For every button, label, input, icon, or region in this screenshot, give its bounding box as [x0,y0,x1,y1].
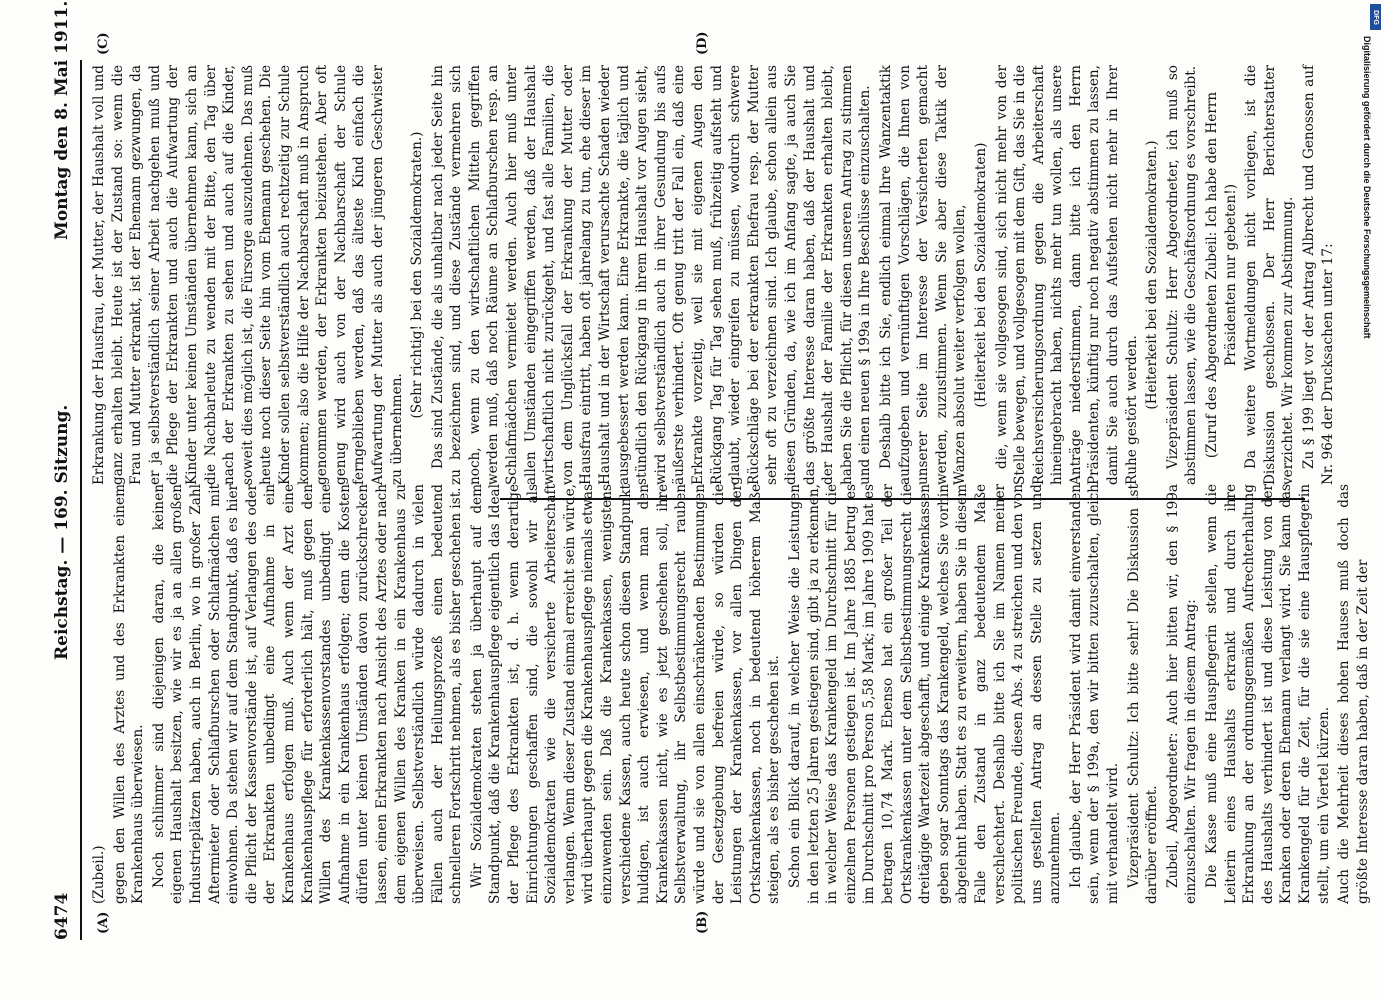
digitization-note: Digitalisierung gefördert durch die Deutsche Forschungsgemeinschaft [1362,36,1372,339]
paragraph: Ich glaube, der Herr Präsident wird damit einverstanden sein, wenn der § 199a, den wir bitten zuzuschalten, gleich mit verhandelt wird. [1067,484,1122,904]
margin-mark-c: (C) [96,32,111,55]
paragraph: (Zuruf des Abgeordneten Zubeil: Ich habe den Herrn Präsidenten nur gebeten!) [1204,91,1239,459]
paragraph: Deshalb bitte ich Sie, endlich einmal Ihre Wanzentaktik aufzugeben und vernünftigen Vorschlägen, die Ihnen von unserer Seite im Interesse der Versicherten gemacht werden, zuzustimmen. Wenn Sie aber diese Taktik der Wanzen absolut weiter verfolgen wollen, [877,65,969,485]
paragraph: Zubeil, Abgeordneter: Auch hier bitten wir, den § 199a einzuschalten. Wir fragen in diesem Antrag: [1164,484,1200,904]
header-title: Reichstag. — 169. Sitzung. [52,404,72,660]
dfg-logo: DFG [1370,4,1381,30]
margin-mark-d: (D) [695,31,710,55]
paragraph: Zu § 199 liegt vor der Antrag Albrecht und Genossen auf Nr. 964 der Drucksachen unter 17: [1301,65,1336,485]
paragraph: Wir Sozialdemokraten stehen ja überhaupt auf dem Standpunkt, daß die Krankenhauspflege eigentlich das Ideal der Pflege des Erkrankten ist, d. h. wenn derartige Einrichtungen geschaffen sind, die sowohl wir als Sozialdemokraten wie die versicherte Arbeiterschaft verlangen. Wenn dieser Zustand einmal erreicht sein würde, wird überhaupt gegen die Krankenhauspflege niemals etwas einzuwenden sein. Daß die Krankenkassen, wenigstens verschiedene Kassen, auch heute schon diesen Standpunkt huldigen, ist auch erwiesen, und wenn man den Krankenkassen nicht, wie es jetzt geschehen soll, ihre Selbstverwaltung, ihr Selbstbestimmungsrecht rauben würde und sie von allen einschränkenden Bestimmungen der Gesetzgebung befreien würde, so würden die Leistungen der Krankenkassen, vor allen Dingen der Ortskrankenkassen, noch in bedeutend höherem Maße steigen, als es bisher geschehen ist. [468,484,783,904]
paragraph: (Heiterkeit bei den Sozialdemokraten) [972,142,989,408]
header-rule [80,60,82,940]
paragraph: (Heiterkeit bei den Sozialdemokraten.) [1144,140,1161,410]
paragraph: (Zubeil.) [91,845,107,904]
paragraph: Vizepräsident Schultz: Ich bitte sehr! Die Diskussion ist darüber eröffnet. [1125,484,1161,904]
right-column [90,65,1336,485]
paragraph: Vizepräsident Schultz: Herr Abgeordneter, ich muß so abstimmen lassen, wie die Geschäftsordnung es vorschreibt. [1164,65,1200,485]
margin-mark-a: (A) [96,911,111,934]
paragraph: Auch die Mehrheit dieses hohen Hauses muß doch das größte Interesse daran haben, daß in der Zeit der [1336,484,1371,904]
column-divider [500,498,1305,500]
paragraph: gegen den Willen des Arztes und des Erkrankten einem Krankenhaus überwiesen. [111,484,147,904]
paragraph: Schon ein Blick darauf, in welcher Weise die Leistungen in den letzten 25 Jahren gestiegen sind, gibt ja zu erkennen, in welcher Weise das Krankengeld im Durchschnitt für die einzelnen Personen gestiegen ist. Im Jahre 1885 betrug es im Durchschnitt pro Person 5,58 Mark; im Jahre 1909 hat es betragen 10,74 Mark. Ebenso hat ein großer Teil der Ortskrankenkassen unter dem Selbstbestimmungsrecht die dreitägige Wartezeit abgeschafft, und einige Krankenkassen geben sogar Sonntags das Krankengeld, welches Sie vorhin abgelehnt haben. Statt es zu erweitern, haben Sie in diesem Falle den Zustand in ganz bedeutendem Maße verschlechtert. Deshalb bitte ich Sie im Namen meiner politischen Freunde, diesen Abs. 4 zu streichen und den von uns gestellten Antrag an dessen Stelle zu setzen und anzunehmen. [786,484,1064,904]
paragraph: die, wenn sie vollgesogen sind, sich nicht mehr von der Stelle bewegen, und vollgesogen mit dem Gift, das Sie in die Reichsversicherungsordnung gegen die Arbeiterschaft hineingebracht haben, nichts mehr tun wollen, als unsere Anträge niederstimmen, dann bitte ich den Herrn Präsidenten, künftig nur noch negativ abstimmen zu lassen, damit Sie auch durch das Aufstehen nicht mehr in Ihrer Ruhe gestört werden. [993,65,1140,485]
header-date: Montag den 8. Mai 1911. [52,0,72,240]
page-number: 6474 [52,892,72,940]
paragraph: Noch schlimmer sind diejenigen daran, die keinen eigenen Haushalt besitzen, wie wir es ja an allen großen Industrieplätzen haben, auch in Berlin, wo in großer Zahl Aftermieter oder Schlafburschen oder Schlafmädchen mit einwohnen. Da stehen wir auf dem Standpunkt, daß es hier die Pflicht der Kassenvorstände ist, auf Verlangen des oder der Erkrankten unbedingt eine Aufnahme in ein Krankenhaus erfolgen muß. Auch wenn der Arzt eine Krankenhauspflege für erforderlich hält, muß gegen den Willen des Krankenkassenvorstandes unbedingt eine Aufnahme in ein Krankenhaus erfolgen; denn die Kosten dürfen unter keinen Umständen davon zurückschrecken lassen, einen Erkrankten nach Ansicht des Arztes oder nach dem eigenen Willen des Kranken in ein Krankenhaus zu überweisen. Selbstverständlich würde dadurch in vielen Fällen auch der Heilungsprozeß einen bedeutend schnelleren Fortschritt nehmen, als es bisher geschehen ist. [150,484,465,904]
margin-mark-b: (B) [695,910,710,934]
left-column [90,484,1371,904]
paragraph: Erkrankung der Hausfrau, der Mutter, der Haushalt voll und ganz erhalten bleibt. Heute ist der Zustand so: wenn die Frau und Mutter erkrankt, ist der Ehemann gezwungen, da er ja selbstverständlich seiner Arbeit nachgehen muß und die Pflege der Erkrankten und auch die Aufwartung der Kinder unter keinen Umständen übernehmen kann, sich an die Nachbarleute zu wenden mit der Bitte, den Tag über nach der Erkrankten zu sehen und auch auf die Kinder, soweit dies möglich ist, die Fürsorge auszudehnen. Das muß heute noch dieser Seite hin vom Ehemann geschehen. Die Kinder sollen selbstverständlich auch rechtzeitig zur Schule kommen; also die Hilfe der Nachbarschaft muß in Anspruch genommen werden, der Erkrankten beizustehen. Aber oft genug wird auch von der Nachbarschaft der Schule ferngeblieben werden, daß das älteste Kind einfach die Aufwartung der Mutter als auch der jüngeren Geschwister zu übernehmen. [91,65,405,485]
paragraph: Das sind Zustände, die als unhaltbar nach jeder Seite hin zu bezeichnen sind, und diese Zustände vermehren sich noch, wenn zu den wirtschaftlichen Mitteln gegriffen werden muß, daß noch Räume an Schlafburschen resp. an Schlafmädchen vermietet werden. Auch hier muß unter allen Umständen eingegriffen werden, daß der Haushalt wirtschaftlich nicht zurückgeht, und fast alle Familien, die von dem Unglücksfall der Erkrankung der Mutter oder Hausfrau eintritt, haben oft jahrelang zu tun, ehe dieser im Haushalt und in der Wirtschaft verursachte Schaden wieder ausgebessert werden kann. Eine Erkrankte, die täglich und stündlich den Rückgang in ihrem Haushalt vor Augen sieht, wird selbstverständlich auch in ihrer Gesundung bis aufs äußerste verhindert. Oft genug tritt der Fall ein, daß eine Erkrankte vorzeitig, weil sie mit eigenen Augen den Rückgang Tag für Tag sehen muß, frühzeitig aufsteht und glaubt, wieder eingreifen zu müssen, wodurch schwere Rückschläge bei der erkrankten Ehefrau resp. der Mutter sehr oft zu verzeichnen sind. Ich glaube, schon allein aus diesen Gründen, da, wie ich im Anfang sagte, ja auch Sie das größte Interesse daran haben, daß der Haushalt und der Haushalt der Familie der Erkrankten erhalten bleibt, haben Sie die Pflicht, für diesen unseren Antrag zu stimmen und einen neuen § 199a in Ihre Beschlüsse einzuschalten. [429,65,874,485]
paragraph: (Sehr richtig! bei den Sozialdemokraten.) [409,131,426,419]
page-header [52,0,78,940]
paragraph: Da weitere Wortmeldungen nicht vorliegen, ist die Diskussion geschlossen. Der Herr Berichterstatter verzichtet. Wir kommen zur Abstimmung. [1243,65,1297,485]
paragraph: Die Kasse muß eine Hauspflegerin stellen, wenn die Leiterin eines Haushalts erkrankt und durch ihre Erkrankung an der ordnungsgemäßen Aufrechterhaltung des Haushalts verhindert ist und diese Leistung von der Kranken oder deren Ehemann verlangt wird. Sie kann das Krankengeld für die Zeit, für die sie eine Hauspflegerin stellt, um ein Viertel kürzen. [1204,484,1332,904]
